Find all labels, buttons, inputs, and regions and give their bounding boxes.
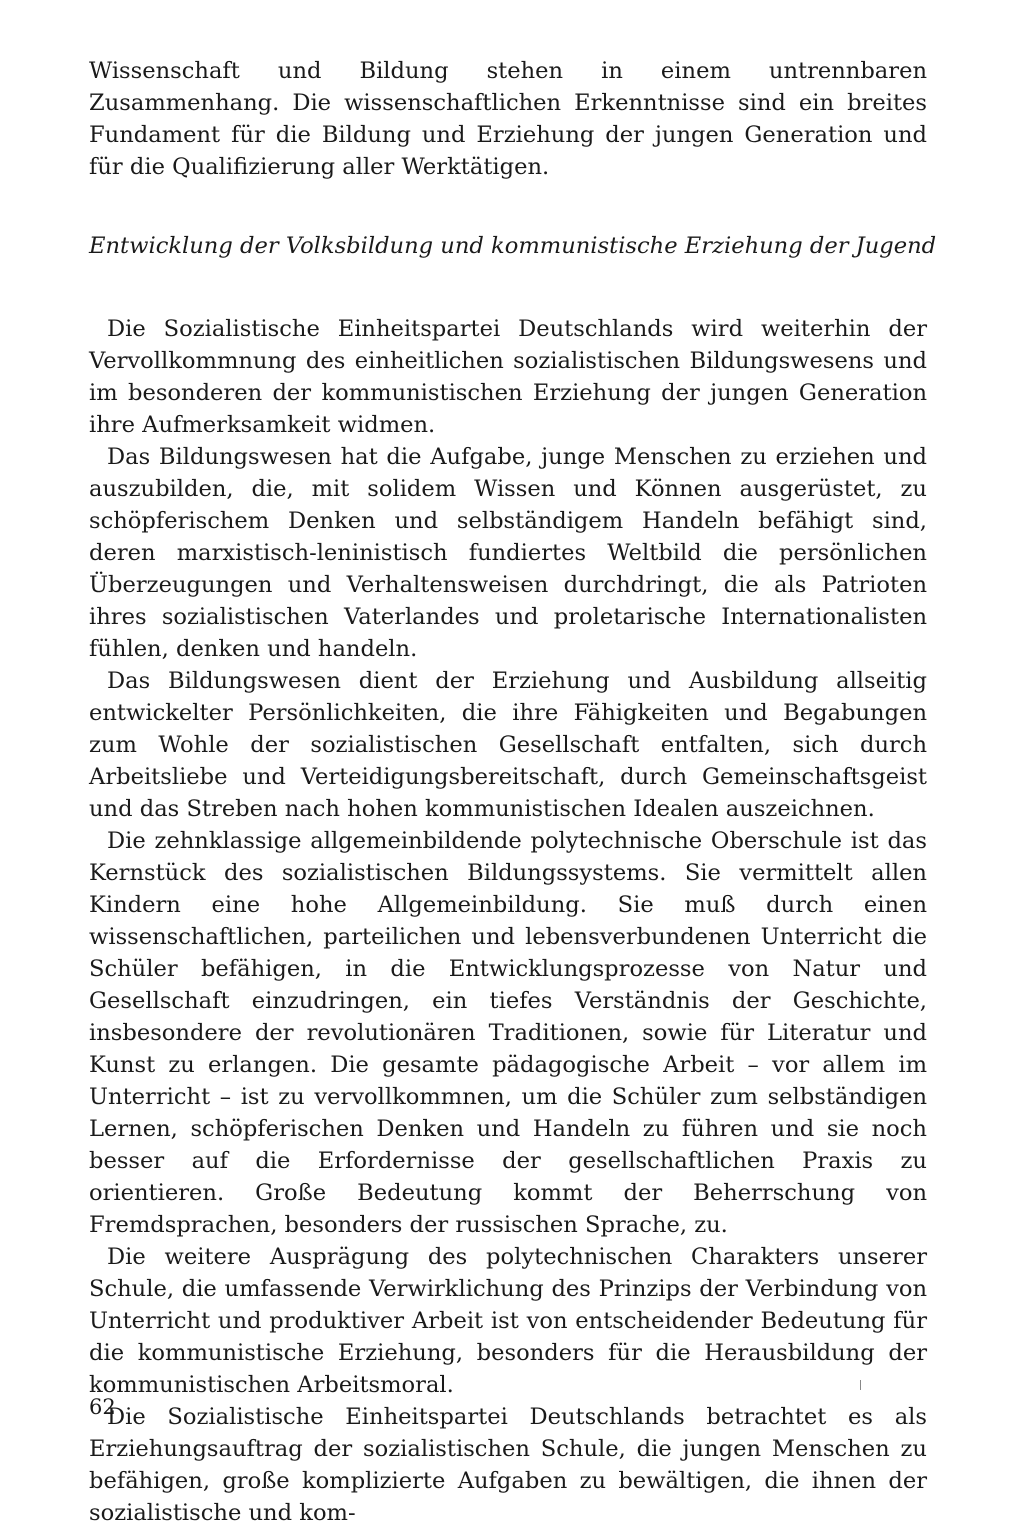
body-paragraph-5: Die weitere Ausprägung des polytechnischen Charakters unserer Schule, die umfassende Verwirklichung des Prinzips der Verbindung von Unterricht und produktiver Arbeit ist von entscheidender Bedeutung für die kommunistische Erziehung, besonders für die Herausbildung der kommunistischen Arbeitsmoral. — [89, 1244, 927, 1398]
section-heading: Entwicklung der Volksbildung und kommunistische Erziehung der Jugend — [89, 233, 937, 259]
scan-mark — [860, 1380, 861, 1390]
body-paragraph-4: Die zehnklassige allgemeinbildende polytechnische Oberschule ist das Kernstück des sozialistischen Bildungssystems. Sie vermittelt allen Kindern eine hohe Allgemeinbildung. Sie muß durch einen wissenschaftlichen, parteilichen und lebensverbundenen Unterricht die Schüler befähigen, in die Entwicklungsprozesse von Natur und Gesellschaft einzudringen, ein tiefes Verständnis der Geschichte, insbesondere der revolutionären Traditionen, sowie für Literatur und Kunst zu erlangen. Die gesamte pädagogische Arbeit – vor allem im Unterricht – ist zu vervollkommnen, um die Schüler zum selbständigen Lernen, schöpferischen Denken und Handeln zu führen und sie noch besser auf die Erfordernisse der gesellschaftlichen Praxis zu orientieren. Große Bedeutung kommt der Beherrschung von Fremdsprachen, besonders der russischen Sprache, zu. — [89, 828, 927, 1238]
intro-section — [89, 55, 927, 183]
section-body — [89, 313, 927, 1529]
body-paragraph-1: Die Sozialistische Einheitspartei Deutschlands wird weiterhin der Vervollkommnung des einheitlichen sozialistischen Bildungswesens und im besonderen der kommunistischen Erziehung der jungen Generation ihre Aufmerksamkeit widmen. — [89, 316, 927, 438]
body-paragraph-2: Das Bildungswesen hat die Aufgabe, junge Menschen zu erziehen und auszubilden, die, mit solidem Wissen und Können ausgerüstet, zu schöpferischem Denken und selbständigem Handeln befähigt sind, deren marxistisch-leninistisch fundiertes Weltbild die persönlichen Überzeugungen und Verhaltensweisen durchdringt, die als Patrioten ihres sozialistischen Vaterlandes und proletarische Internationalisten fühlen, denken und handeln. — [89, 444, 927, 662]
page-number: 62 — [89, 1395, 116, 1419]
body-paragraph-6: Die Sozialistische Einheitspartei Deutschlands betrachtet es als Erziehungsauftrag der sozialistischen Schule, die jungen Menschen zu befähigen, große komplizierte Aufgaben zu bewältigen, die ihnen der sozialistische und kom- — [89, 1404, 927, 1526]
intro-paragraph: Wissenschaft und Bildung stehen in einem untrennbaren Zusammenhang. Die wissenschaftlichen Erkenntnisse sind ein breites Fundament für die Bildung und Erziehung der jungen Generation und für die Qualifizierung aller Werktätigen. — [89, 58, 927, 180]
body-paragraph-3: Das Bildungswesen dient der Erziehung und Ausbildung allseitig entwickelter Persönlichkeiten, die ihre Fähigkeiten und Begabungen zum Wohle der sozialistischen Gesellschaft entfalten, sich durch Arbeitsliebe und Verteidigungsbereitschaft, durch Gemeinschaftsgeist und das Streben nach hohen kommunistischen Idealen auszeichnen. — [89, 668, 927, 822]
